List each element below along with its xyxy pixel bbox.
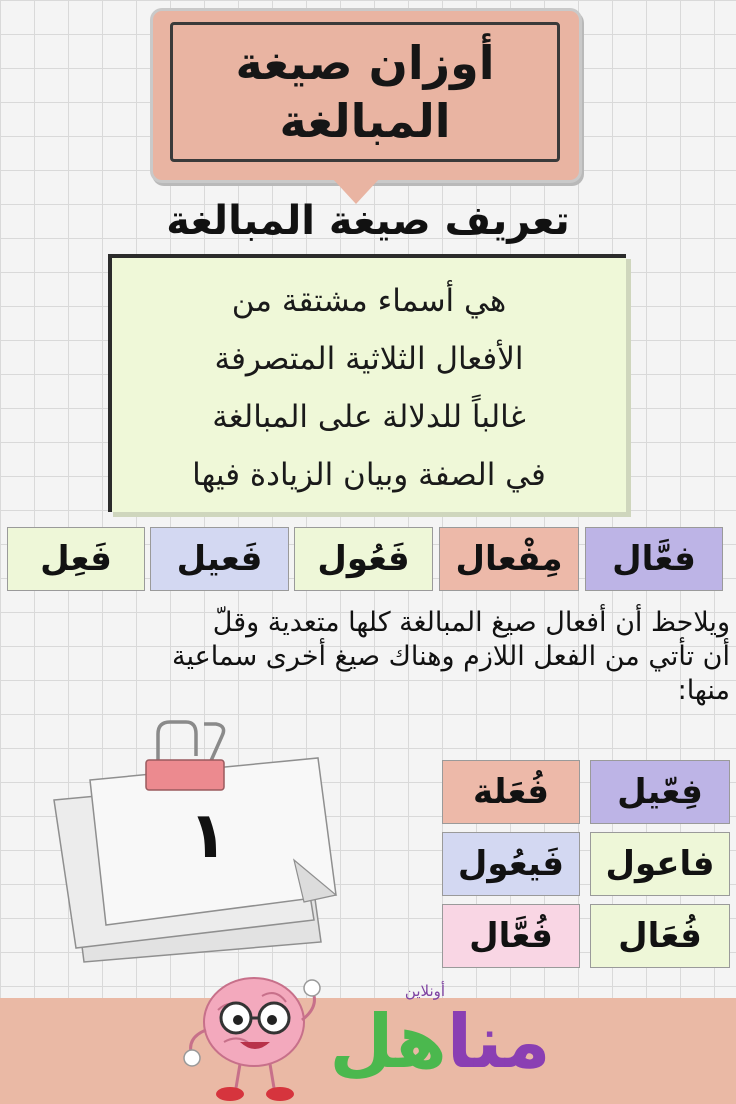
definition-line-1: هي أسماء مشتقة من bbox=[231, 283, 507, 319]
binder-clip-icon bbox=[146, 722, 224, 790]
note-line-1: ويلاحظ أن أفعال صيغ المبالغة كلها متعدية وقلّ bbox=[212, 607, 730, 638]
note-line-2: أن تأتي من الفعل اللازم وهناك صيغ أخرى سماعية bbox=[172, 641, 730, 672]
logo-subtitle: أونلاين bbox=[404, 982, 446, 1000]
pattern-chip: فَعِل bbox=[7, 527, 145, 591]
brand-logo bbox=[320, 990, 560, 1094]
paper-number: ١ bbox=[188, 799, 228, 873]
note-line-3: منها: bbox=[677, 675, 730, 706]
definition-line-2: الأفعال الثلاثية المتصرفة bbox=[214, 341, 524, 377]
page-title-line-2: المبالغة bbox=[279, 94, 451, 148]
pattern-chip: فَيعُول bbox=[442, 832, 580, 896]
definition-card bbox=[108, 254, 626, 512]
pattern-chip: فُعَلة bbox=[442, 760, 580, 824]
page-title bbox=[170, 22, 560, 162]
pattern-chip: فُعَّال bbox=[442, 904, 580, 968]
pattern-chip: فِعّيل bbox=[590, 760, 730, 824]
pattern-chip: فَعُول bbox=[294, 527, 433, 591]
section-heading: تعريف صيغة المبالغة bbox=[166, 198, 570, 244]
brand-logo-part-2: هل bbox=[329, 999, 447, 1085]
pattern-chip: فعَّال bbox=[585, 527, 723, 591]
pattern-chip: فاعول bbox=[590, 832, 730, 896]
definition-line-3: غالباً للدلالة على المبالغة bbox=[212, 399, 526, 435]
pattern-chip: مِفْعال bbox=[439, 527, 579, 591]
brain-mascot-icon bbox=[178, 960, 328, 1104]
pattern-chip: فُعَال bbox=[590, 904, 730, 968]
page-title-line-1: أوزان صيغة bbox=[235, 36, 495, 90]
note-paragraph bbox=[8, 606, 730, 708]
definition-line-4: في الصفة وبيان الزيادة فيها bbox=[192, 457, 546, 493]
pattern-chip: فَعيل bbox=[150, 527, 289, 591]
brand-logo-part-1: منا bbox=[446, 999, 551, 1085]
